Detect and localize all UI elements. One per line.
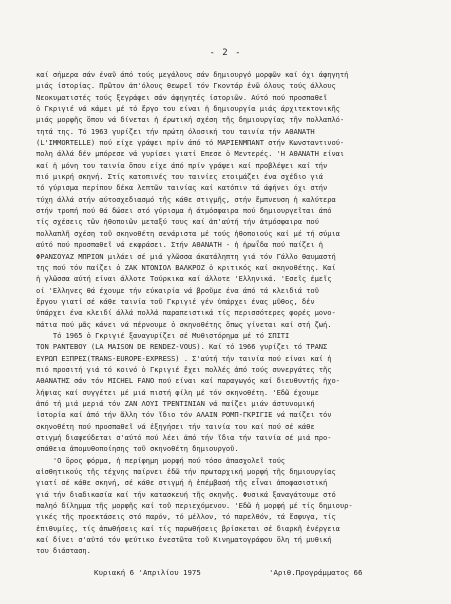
- text-line: τητά της. Τό 1963 γυρίζει τήν πρώτη όλοσική του ταινία τήν ΑΘΑΝΑΤΗ: [36, 126, 315, 136]
- text-line: σκηνοθέτη πού προσπαθεῖ νά ἐξηγήσει τήν ταινία του καί πού σέ κάθε: [36, 421, 315, 431]
- text-line: ΦΡΑΝΣΟΥΑΖ ΜΠΡΙΟΝ μιλάει σέ μιά γλῶσσα άκατάληπτη γιά τόν Γάλλο θαυμαστή: [36, 251, 336, 261]
- text-line: μιάς μορφῆς ὅπου νά δίνεται ἡ έρωτική σχέση τῆς δημιουργίας τῆν πολλαπλό-: [36, 115, 345, 125]
- text-line: πιό προσιτή γιά τό κοινό ὁ Γκριγιέ ἔχει πολλές ἀπό τούς συνεργάτες τῆς: [36, 364, 332, 374]
- footer-date: Κυριακή 6 'Απριλίου 1975: [94, 568, 201, 577]
- text-line: ΕΥΡΩΠ ΕΞΠΡΕΣ(TRANS-EUROPE-EXPRESS) . Σ'αύτή τήν ταινία πού είναι καί ἡ: [36, 353, 332, 363]
- text-line: 'Ο ὅρος φόρμα, ἡ περίφημη μορφή πού τόσο ἀπασχολεῖ τούς: [36, 455, 286, 465]
- text-line: πολη άλλά δέν μπόρεσε νά γυρίσει γιατί Επεσε ὁ Μεντερές. 'Η ΑΘΑΝΑΤΗ είναι: [36, 149, 345, 159]
- text-line: γιά τήν διαδικασία καί τήν κατασκευή τῆς σκηνῆς. Φυσικά ξαναγάτουμε στό: [36, 489, 336, 499]
- text-line: καί σήμερα σάν ένα̃ν άπό τούς μεγάλους σάν δημιουργό μορφῶν καί όχι άφηγητή: [36, 70, 349, 79]
- text-line: μιάς ίστορίας. Πρῶτον ἀπ'όλους θεωρεῖ τόν Γκοντάρ ἐνῶ όλους τούς άλλους: [36, 81, 336, 91]
- text-line: σπάθεια ἀπομυθοποίησης τοῦ σκηνοθέτη δημιουργοῦ.: [36, 444, 239, 454]
- text-line: ὑπάρχει ένα κλειδί άλλά πολλά παραπειστικά τίς περισσότερες φορές μονο-: [36, 308, 336, 318]
- footer-program-number: 'Αριθ.Προγράμματος 66: [269, 568, 363, 577]
- text-line: ΑΘΑΝΑΤΗΣ σάν τόν MICHEL FANO πού είναι καί παραγωγός καί διευθυντής ἠχο-: [36, 376, 340, 386]
- body-text: [36, 69, 428, 557]
- text-line: στήν τροπή πού θά δώσει στό γύρισμα ἡ άτμόσφαιρα πού δημιουργεῖται άπό: [36, 206, 332, 216]
- text-line: ἔργου γιατί σέ κάθε ταινία τοῦ Γκριγιέ γέν ὑπάρχει ένας μῦθος, δέν: [36, 296, 315, 306]
- text-line: καί ἡ μόνη του ταινία ὅπου είχε άπό πρίν γράψει καί προβλέψει καί τήν: [36, 160, 328, 170]
- text-line: Νεοκυματιστές τούς ξεγράφει σάν άφηγητές ίστοριῶν. Αύτό πού προσπαθεῖ: [36, 92, 328, 102]
- text-line: οί 'Ελληνες θά έχουμε τήν εύκαιρία νά βροῦμε ένα άπό τά κλειδιά τοῦ: [36, 285, 319, 295]
- text-line: ἡ γλῶσσα αύτή είναι άλλοτε Τούρκικα καί άλλοτε 'Ελληνικά. 'Εσεῖς έμεῖς: [36, 274, 332, 284]
- text-line: αύτό πού προσπαθεῖ νά εκφράσει. Στήν ΑΘΑΝΑΤΗ - ἡ ἡρωΐδα πού παίζει ἡ: [36, 240, 324, 250]
- text-line: Τό 1965 ὁ Γκριγιέ ξαναγυρίζει σέ Μυθιστόρημα μέ τό ΣΠΙΤΙ: [36, 330, 290, 340]
- text-line: του διάσταση.: [36, 546, 91, 556]
- text-line: ἀπό τή μιά μεριά τόν ΖΑΝ ΛΟΥΙ ΤΡΕΝΤΙΝΙΑΝ νά παίζει μιάν άστυνομική: [36, 398, 315, 408]
- text-line: τό γύρισμα περίπου δέκα λεπτῶν ταινίας καί κατόπιν τά άφήνει όχι στήν: [36, 183, 328, 193]
- text-line: πάτια πού μᾶς κάνει νά πέρνουμε ὁ σκηνοθέτης ὅπως γίνεται καί στή ζωή.: [36, 319, 332, 329]
- text-line: (L'IMMORTELLE) πού είχε γράψει πρίν άπό τό ΜΑΡΙΕΝΜΠΑΝΤ στήν Κωνσταντινού-: [36, 138, 345, 148]
- text-line: της πού τόν παίζει ὁ ΖΑΚ ΝΤΟΝΙΟΛ ΒΑΛΚΡΟΖ ὁ κριτικός καί σκηνοθέτης. Καί: [36, 262, 336, 272]
- text-line: στιγμή διαψεύδεται σ'αύτό πού λέει ἀπό τήν ἴδια τήν ταινία σέ μιά προ-: [36, 433, 332, 442]
- text-line: ἐπιθυμίες, τίς ἀπωθήσεις καί τίς παρωθήσεις βρίσκεται σέ διαρκῆ ἐνέργεια: [36, 523, 340, 533]
- text-line: ἱστορία καί ἀπό τήν ἄλλη τόν ἴδιο τόν ΑΛΑΙΝ ΡΟΜΠ-ΓΚΡΙΓΙΕ νά παίζει τόν: [36, 410, 332, 420]
- text-line: τίς σχέσεις τῶν ἡθοποιῶν μεταξύ τους καί ἀπ'αύτή τήν ἀτμόσφαιρα πού: [36, 217, 319, 227]
- text-line: παληό δίλημμα τῆς μορφῆς καί τοῦ περιεχόμενου. 'Εδῶ ἡ μορφή μέ τίς δημιουρ-: [36, 501, 353, 511]
- text-line: ΤΟΝ ΡΑΝΤΕΒΟΥ (LA MAISON DE RENDEZ-VOUS). Καί τό 1966 γυρίζει τό ΤΡΑΝΣ: [36, 342, 328, 352]
- text-line: πιό μικρή σκηνή. Στίς κατοπινές του ταινίες ετοιμάζει ένα σχέδιο γιά: [36, 172, 324, 182]
- text-line: λήψιας καί συγγέτει μέ μιά πιστή φίλη μέ τόν σκηνοθέτη. 'Εδῶ έχουμε: [36, 387, 319, 397]
- text-line: ὁ Γκριγιέ νά κάμει μέ τό ἔργο του είναι ἡ δημιουργία μιάς άρχιτεκτονικῆς: [36, 104, 340, 114]
- text-line: πολλαπλῆ σχέση τοῦ σκηνοθέτη σενάριστα μέ τούς ἡθοποιούς καί μέ τή σύμια: [36, 228, 340, 238]
- text-line: καί δίνει σ'αὐτό τόν ψεύτικο ἐνεστῶτα τοῦ Κινηματογράφου ὅλη τή μυθική: [36, 535, 332, 545]
- text-line: γιατί σέ κάθε σκηνή, σέ κάθε στιγμή ἡ ἐπέμβασή τῆς εἶναι ἀποφασιστική: [36, 478, 328, 488]
- text-line: γικές τῆς προεκτάσεις στό παρόν, τό μέλλον, τό παρελθόν, τά ἔσφυγα, τίς: [36, 512, 336, 522]
- footer: [94, 568, 414, 604]
- text-line: τύχη άλλά στήν αύτοσχεδιασμό τῆς κάθε στιγμῆς, στήν ἔμπνευση ἡ καλύτερα: [36, 194, 336, 204]
- page-number: - 2 -: [209, 48, 242, 58]
- text-line: αἰσθητικούς τῆς τέχνης παίρνει ἐδῶ τήν πρωταρχική μορφή τῆς δημιουργίας: [36, 467, 336, 477]
